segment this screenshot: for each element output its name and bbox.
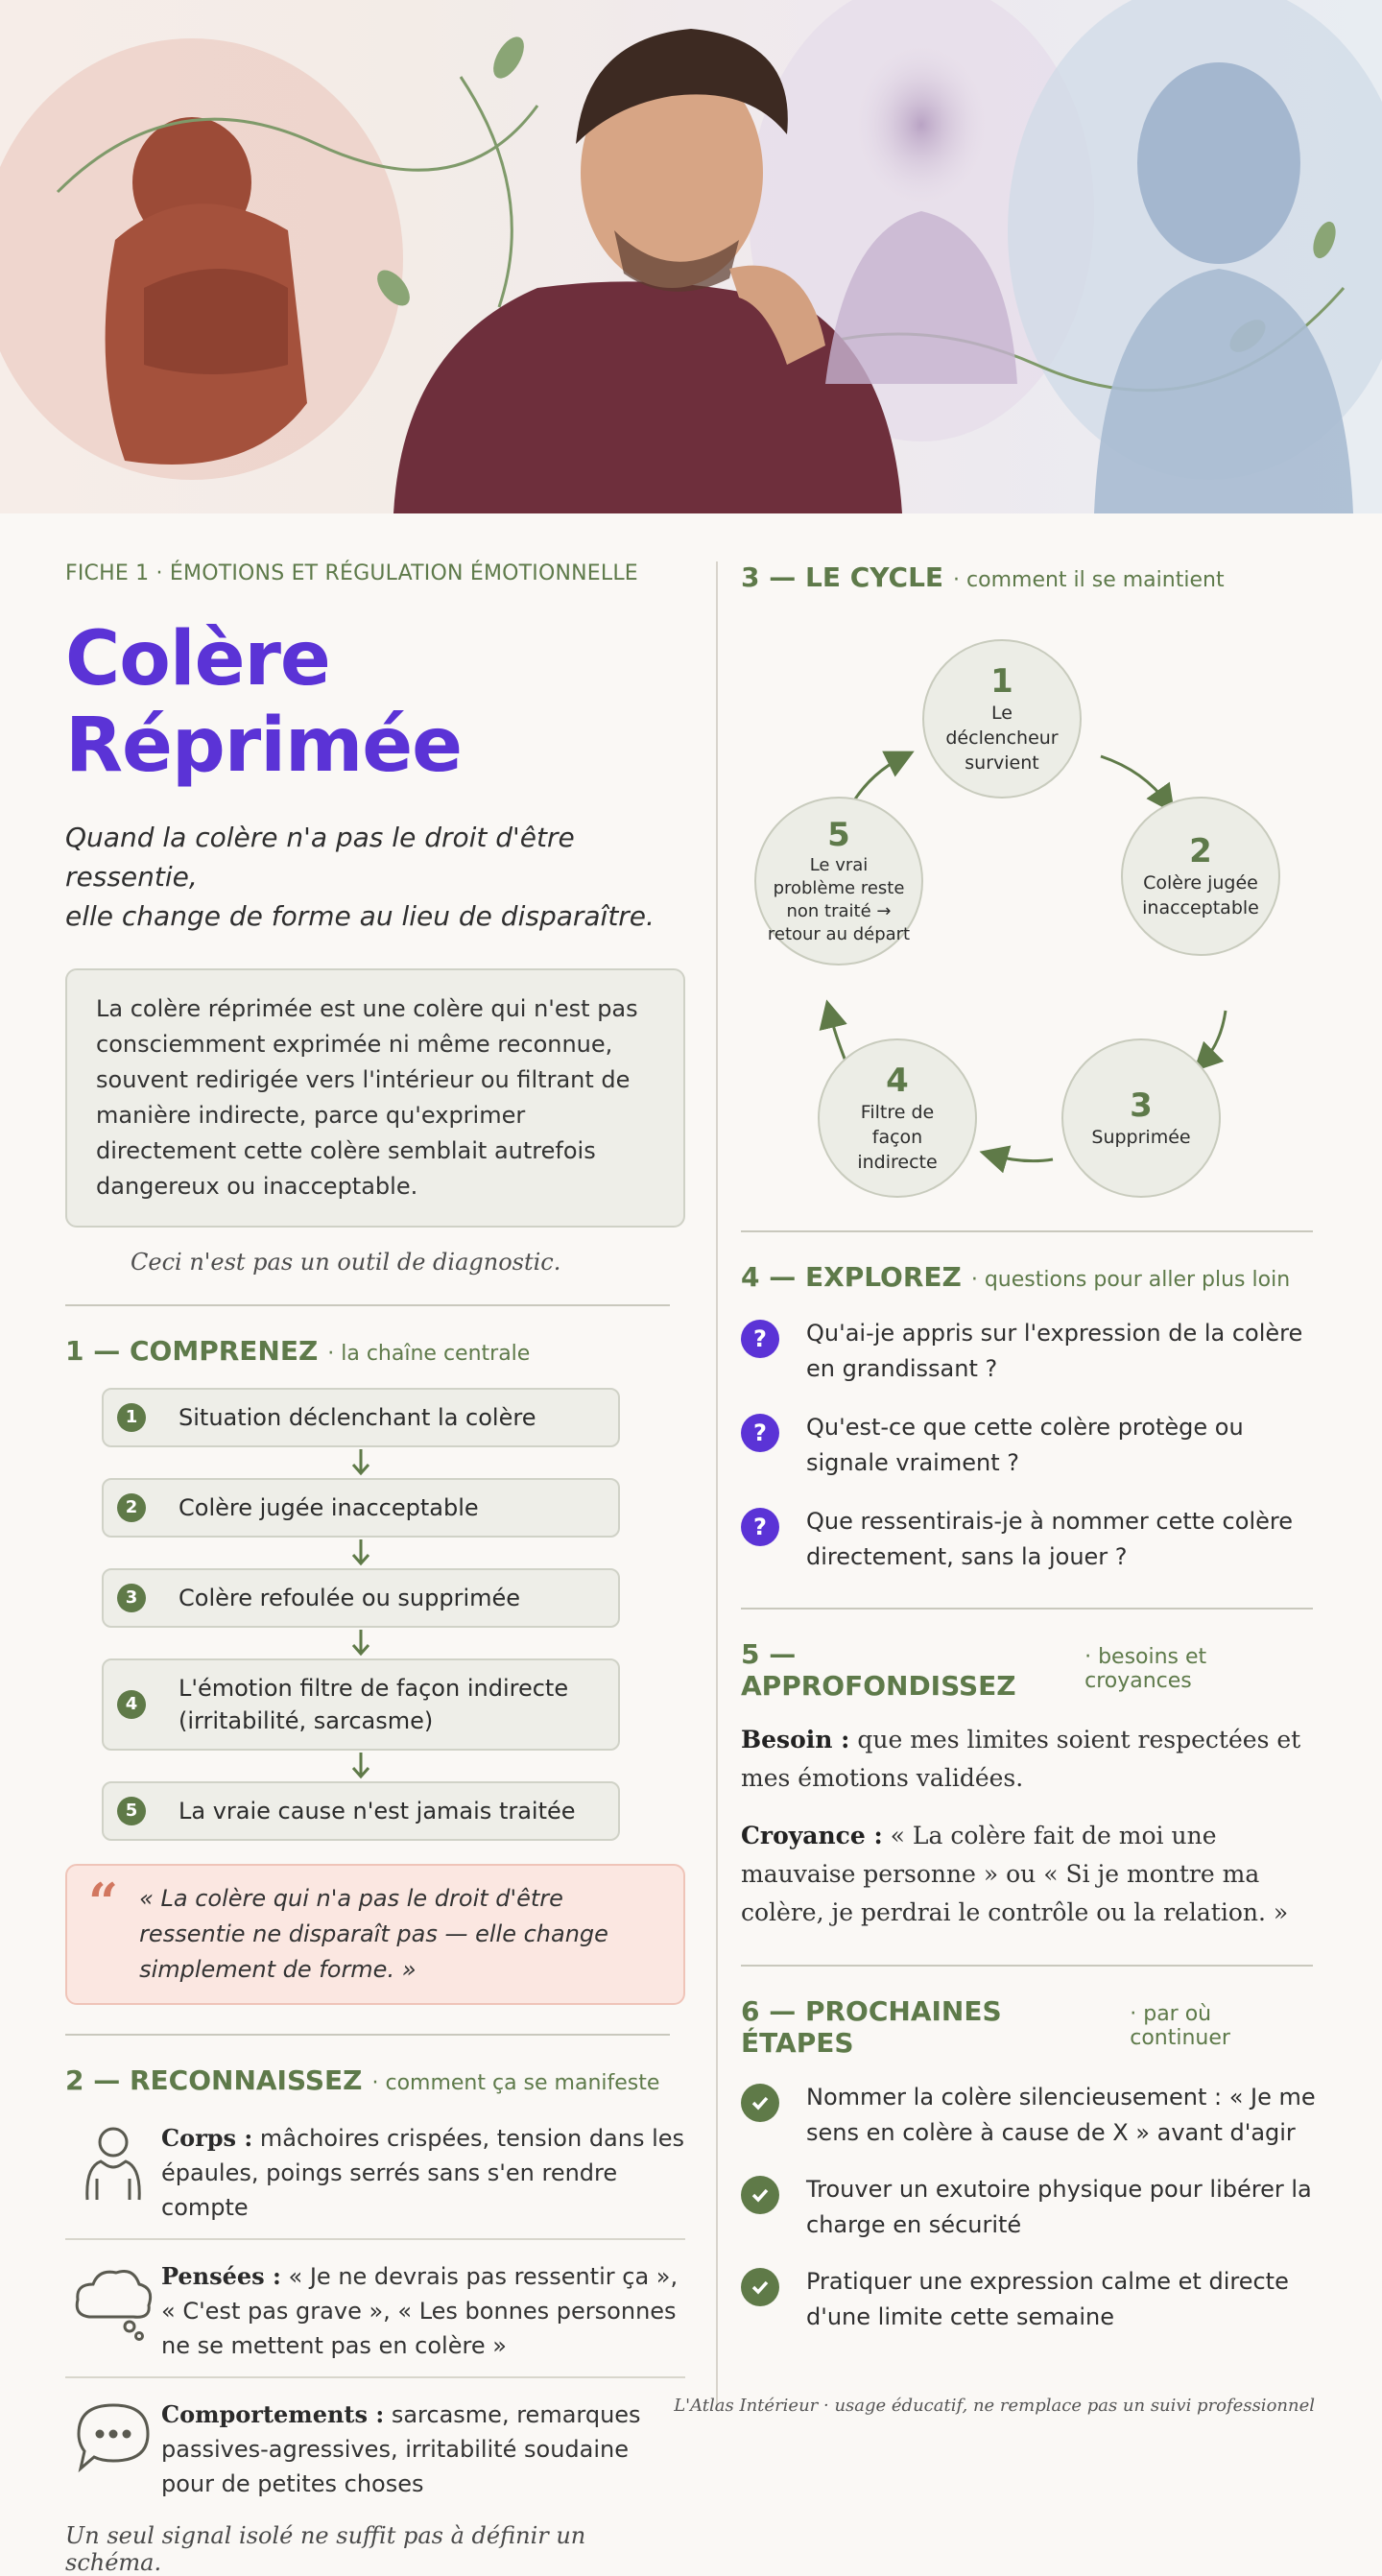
section-6-title: 6 — PROCHAINES ÉTAPES — [741, 1995, 1002, 2059]
sign-description: sarcasme, remarques passives-agressives, irritabilité soudaine pour de petites choses — [161, 2401, 641, 2497]
quote-mark-icon: “ — [88, 1872, 119, 1933]
question-item — [741, 1410, 1317, 1481]
step-number-badge: 2 — [117, 1493, 146, 1522]
section-2-title: 2 — RECONNAISSEZ — [65, 2064, 363, 2096]
chain-step-3 — [102, 1568, 620, 1628]
section-3-title: 3 — LE CYCLE — [741, 561, 944, 593]
belief-label: Croyance : — [741, 1822, 883, 1849]
cycle-arrow-4-5 — [829, 1011, 846, 1063]
belief-text: « La colère fait de moi une mauvaise personne » ou « Si je montre ma colère, je perdrai le contrôle ou la relation. » — [741, 1822, 1289, 1926]
checkmark-icon — [741, 2176, 779, 2214]
down-arrow-icon — [102, 1538, 620, 1568]
next-step-text: Pratiquer une expression calme et directe d'une limite cette semaine — [806, 2268, 1289, 2330]
subtitle-line-2: elle change de forme au lieu de disparaître. — [65, 900, 655, 932]
quote-text: « La colère qui n'a pas le droit d'être ressentie ne disparaît pas — elle change simplement de forme. » — [139, 1885, 608, 1983]
footer-credit: L'Atlas Intérieur · usage éducatif, ne remplace pas un suivi professionnel — [674, 2396, 1315, 2416]
sign-thoughts — [65, 2240, 685, 2378]
thought-cloud-icon — [65, 2259, 161, 2363]
sign-label: Corps : — [161, 2124, 253, 2152]
disclaimer: Ceci n'est pas un outil de diagnostic. — [131, 1249, 561, 1276]
down-arrow-icon — [102, 1447, 620, 1478]
question-icon: ? — [741, 1320, 779, 1358]
section-5-heading — [741, 1638, 1317, 1702]
cycle-node-label: Le vrai problème reste non traité → retour au départ — [767, 855, 911, 944]
subtitle-line-1: Quand la colère n'a pas le droit d'être ressentie, — [65, 822, 575, 893]
chain-step-text: Colère jugée inacceptable — [179, 1494, 479, 1521]
section-rule — [741, 1608, 1313, 1610]
cycle-node-number: 1 — [990, 662, 1013, 701]
section-1-title: 1 — COMPRENEZ — [65, 1335, 319, 1367]
signs-list — [65, 2102, 685, 2515]
section-3-subtitle: · comment il se maintient — [953, 568, 1225, 592]
cycle-node-number: 4 — [886, 1061, 909, 1100]
body-icon — [65, 2121, 161, 2225]
section-1-subtitle: · la chaîne centrale — [327, 1342, 531, 1366]
sign-description: mâchoires crispées, tension dans les épaules, poings serrés sans s'en rendre compte — [161, 2125, 685, 2221]
section-rule — [65, 1304, 670, 1306]
down-arrow-icon — [102, 1751, 620, 1781]
section-5-title: 5 — APPROFONDISSEZ — [741, 1638, 1016, 1702]
question-item — [741, 1504, 1317, 1575]
cycle-node-label: Filtre de façon indirecte — [857, 1102, 938, 1173]
cycle-node-4 — [818, 1038, 977, 1198]
next-step-text: Trouver un exutoire physique pour libérer la charge en sécurité — [806, 2176, 1312, 2238]
question-text: Que ressentirais-je à nommer cette colère directement, sans la jouer ? — [806, 1508, 1293, 1570]
definition-box: La colère réprimée est une colère qui n'est pas consciemment exprimée ni même reconnue, souvent redirigée vers l'intérieur ou filtrant de manière indirecte, parce qu'exprimer directement cette colère semblait autrefois dangereux ou inacceptable. — [65, 968, 685, 1228]
watercolor-figures-image — [0, 0, 1382, 513]
step-number-badge: 1 — [117, 1403, 146, 1432]
sign-thoughts-text — [161, 2259, 685, 2363]
step-number-badge: 5 — [117, 1797, 146, 1825]
cycle-node-number: 2 — [1189, 832, 1212, 871]
pull-quote — [65, 1864, 685, 2005]
section-2-heading — [65, 2064, 685, 2096]
cycle-node-number: 3 — [1130, 1086, 1153, 1125]
cycle-node-3 — [1061, 1038, 1221, 1198]
chain-step-1 — [102, 1388, 620, 1447]
section-4-title: 4 — EXPLOREZ — [741, 1261, 962, 1293]
page-title: Colère Réprimée — [65, 616, 463, 789]
question-icon: ? — [741, 1508, 779, 1546]
chain-step-text: Situation déclenchant la colère — [179, 1404, 536, 1431]
section-2-subtitle: · comment ça se manifeste — [371, 2071, 660, 2095]
sign-description: « Je ne devrais pas ressentir ça », « C'est pas grave », « Les bonnes personnes ne se mettent pas en colère » — [161, 2263, 679, 2359]
chain-step-text: L'émotion filtre de façon indirecte (irritabilité, sarcasme) — [179, 1675, 569, 1734]
questions-list — [741, 1316, 1317, 1575]
step-number-badge: 4 — [117, 1690, 146, 1719]
chain-step-2 — [102, 1478, 620, 1538]
section-6-heading — [741, 1995, 1317, 2059]
cycle-arrow-1-2 — [1101, 756, 1168, 804]
sign-body-text — [161, 2121, 685, 2225]
question-icon: ? — [741, 1414, 779, 1452]
checkmark-icon — [741, 2268, 779, 2306]
cycle-arrow-3-4 — [990, 1155, 1053, 1161]
section-6-subtitle: · par où continuer — [1130, 2002, 1230, 2050]
cycle-node-label: Supprimée — [1091, 1127, 1191, 1148]
sheet-kicker: FICHE 1 · ÉMOTIONS ET RÉGULATION ÉMOTIONNELLE — [65, 561, 638, 585]
step-number-badge: 3 — [117, 1584, 146, 1612]
cycle-node-label: Colère jugée inacceptable — [1142, 872, 1259, 918]
cycle-diagram — [741, 612, 1317, 1188]
speech-bubble-icon — [65, 2397, 161, 2501]
section-1-heading — [65, 1335, 685, 1367]
need-statement — [741, 1721, 1317, 1798]
need-text: que mes limites soient respectées et mes émotions validées. — [741, 1726, 1301, 1792]
section-5-subtitle: · besoins et croyances — [1084, 1645, 1207, 1693]
section-3-heading — [741, 561, 1317, 593]
next-step-item — [741, 2264, 1317, 2335]
sign-label: Comportements : — [161, 2400, 385, 2428]
cycle-node-label: Le déclencheur survient — [945, 703, 1059, 774]
column-divider — [716, 561, 718, 2409]
section-rule — [741, 1230, 1313, 1232]
chain-step-5 — [102, 1781, 620, 1841]
section-rule — [741, 1965, 1313, 1967]
section-4-subtitle: · questions pour aller plus loin — [970, 1268, 1291, 1292]
chain-step-4 — [102, 1658, 620, 1751]
next-step-text: Nommer la colère silencieusement : « Je me sens en colère à cause de X » avant d'agir — [806, 2084, 1316, 2146]
cycle-node-number: 5 — [827, 816, 850, 854]
cycle-node-2 — [1121, 797, 1280, 956]
question-text: Qu'est-ce que cette colère protège ou signale vraiment ? — [806, 1414, 1244, 1476]
sign-behaviors — [65, 2378, 685, 2515]
cycle-node-5 — [754, 797, 923, 966]
section-4-heading — [741, 1261, 1317, 1293]
down-arrow-icon — [102, 1628, 620, 1658]
sign-body — [65, 2102, 685, 2240]
hero-illustration — [0, 0, 1382, 513]
right-column — [741, 561, 1317, 2335]
page-subtitle — [65, 818, 685, 936]
sign-label: Pensées : — [161, 2262, 281, 2290]
belief-statement — [741, 1817, 1317, 1932]
section-rule — [65, 2034, 670, 2036]
checkmark-icon — [741, 2084, 779, 2122]
signs-note: Un seul signal isolé ne suffit pas à définir un schéma. — [65, 2522, 586, 2576]
central-chain — [102, 1388, 620, 1841]
next-steps-list — [741, 2080, 1317, 2335]
cycle-node-1 — [922, 639, 1082, 799]
sign-behaviors-text — [161, 2397, 685, 2501]
need-label: Besoin : — [741, 1726, 850, 1753]
left-column — [65, 561, 685, 2576]
cycle-arrow-2-3 — [1202, 1011, 1226, 1063]
question-item — [741, 1316, 1317, 1387]
question-text: Qu'ai-je appris sur l'expression de la colère en grandissant ? — [806, 1320, 1303, 1382]
next-step-item — [741, 2172, 1317, 2243]
next-step-item — [741, 2080, 1317, 2151]
chain-step-text: La vraie cause n'est jamais traitée — [179, 1798, 576, 1825]
chain-step-text: Colère refoulée ou supprimée — [179, 1585, 521, 1611]
